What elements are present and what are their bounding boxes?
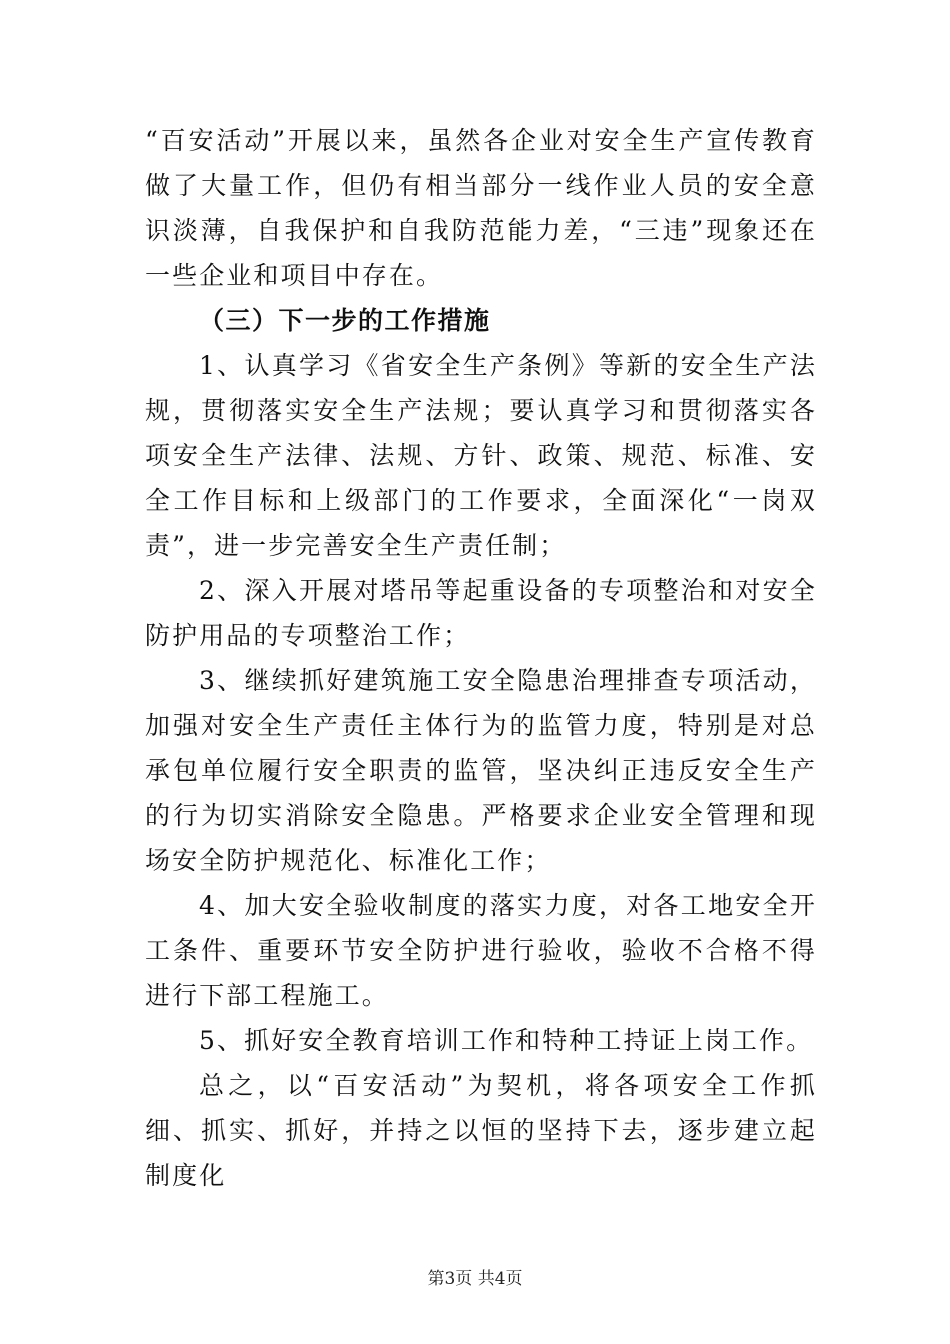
paragraph-measure-1: 1、认真学习《省安全生产条例》等新的安全生产法规，贯彻落实安全生产法规；要认真学习和贯彻落实各项安全生产法律、法规、方针、政策、规范、标准、安全工作目标和上级部门的工作要求，全面深化“一岗双责”，进一步完善安全生产责任制； [145, 351, 817, 560]
paragraph-summary: 总之，以“百安活动”为契机，将各项安全工作抓细、抓实、抓好，并持之以恒的坚持下去，逐步建立起制度化 [145, 1071, 817, 1190]
document-body [145, 118, 817, 1198]
paragraph-measure-2: 2、深入开展对塔吊等起重设备的专项整治和对安全防护用品的专项整治工作； [145, 576, 817, 650]
paragraph-measure-4: 4、加大安全验收制度的落实力度，对各工地安全开工条件、重要环节安全防护进行验收，验收不合格不得进行下部工程施工。 [145, 891, 817, 1010]
paragraph-measure-3: 3、继续抓好建筑施工安全隐患治理排查专项活动，加强对安全生产责任主体行为的监管力度，特别是对总承包单位履行安全职责的监管，坚决纠正违反安全生产的行为切实消除安全隐患。严格要求企业安全管理和现场安全防护规范化、标准化工作； [145, 666, 817, 875]
paragraph-measure-5: 5、抓好安全教育培训工作和特种工持证上岗工作。 [199, 1026, 814, 1055]
page-footer: 第3页 共4页 [427, 1269, 523, 1289]
paragraph-continuation: “百安活动”开展以来，虽然各企业对安全生产宣传教育做了大量工作，但仍有相当部分一线作业人员的安全意识淡薄，自我保护和自我防范能力差，“三违”现象还在一些企业和项目中存在。 [145, 126, 817, 290]
section-heading: （三）下一步的工作措施 [199, 306, 491, 335]
